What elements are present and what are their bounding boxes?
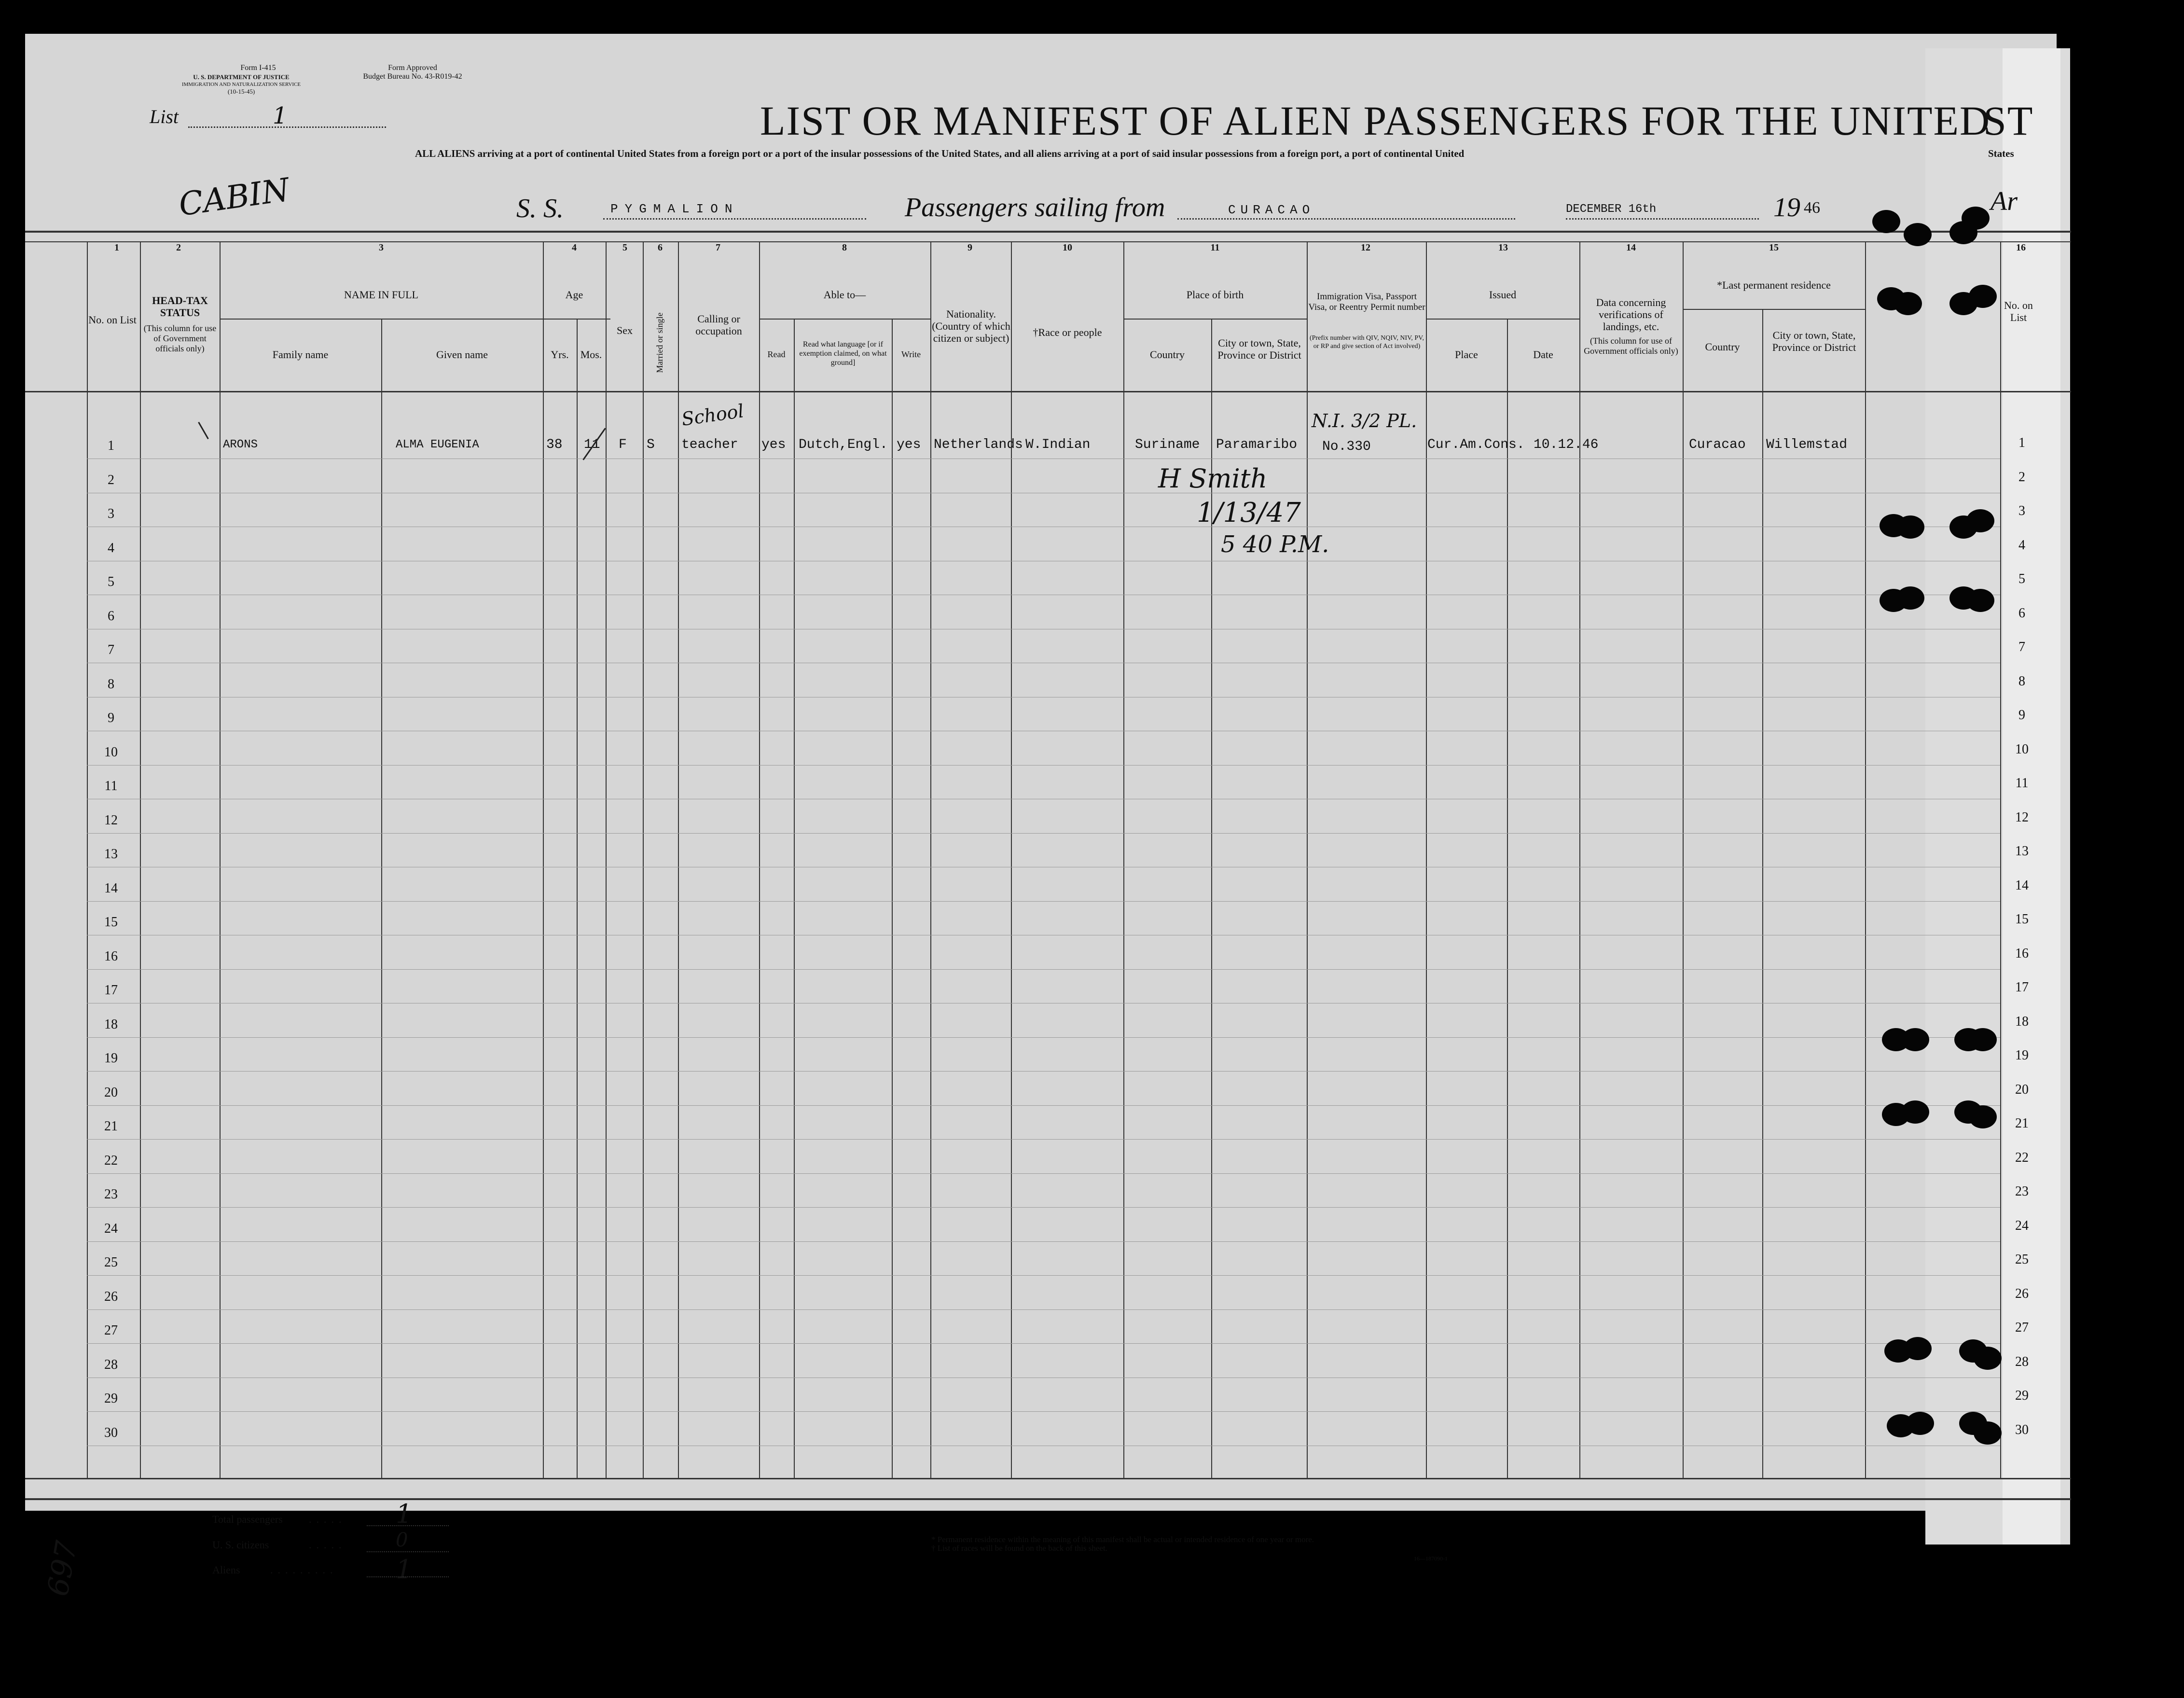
list-number: 1 xyxy=(273,102,288,129)
cabin-annotation: CABIN xyxy=(176,171,292,223)
footnote-races: † List of races will be found on the back of this sheet. xyxy=(931,1544,1107,1553)
table-top-border xyxy=(25,231,2071,233)
entry-residence-city: Willemstad xyxy=(1766,437,1848,452)
row-rule xyxy=(87,1275,2000,1276)
row-number-right: 6 xyxy=(2018,605,2025,621)
ship-name: PYGMALION xyxy=(610,202,739,216)
header-read: Read xyxy=(767,349,786,359)
header-yrs: Yrs. xyxy=(551,348,569,361)
row-number-right: 1 xyxy=(2018,435,2025,450)
header-age: Age xyxy=(565,289,583,301)
header-place: Place xyxy=(1455,348,1478,361)
header-bottom-line xyxy=(25,391,2071,392)
col-number: 8 xyxy=(842,242,847,253)
header-given-name: Given name xyxy=(436,348,488,361)
col-number: 6 xyxy=(658,242,663,253)
row-rule xyxy=(87,1037,2000,1038)
row-number: 18 xyxy=(104,1016,118,1032)
row-rule xyxy=(87,1071,2000,1072)
row-number: 13 xyxy=(104,847,118,862)
punch-hole xyxy=(1901,1100,1929,1124)
row-number-right: 7 xyxy=(2018,640,2025,654)
punch-hole xyxy=(1966,509,1994,532)
punch-hole xyxy=(1966,589,1994,612)
col-number: 15 xyxy=(1769,242,1779,253)
us-dots: ..... xyxy=(309,1539,346,1551)
row-number: 19 xyxy=(104,1051,118,1066)
entry-visa-number: No.330 xyxy=(1322,439,1371,454)
header-no-on-list-right: No. on List xyxy=(2004,299,2033,323)
row-number-right: 14 xyxy=(2015,877,2029,893)
col-number: 12 xyxy=(1361,242,1370,253)
entry-occupation-handwritten: School xyxy=(680,400,746,430)
entry-sex: F xyxy=(619,437,627,452)
aliens-value: 1 xyxy=(396,1554,413,1585)
row-number: 5 xyxy=(108,574,114,589)
col-line xyxy=(1579,241,1580,1478)
total-passengers-value: 1 xyxy=(396,1499,413,1529)
aliens-dots: ......... xyxy=(270,1564,338,1576)
entry-write: yes xyxy=(897,437,921,452)
manifest-title: LIST OR MANIFEST OF ALIEN PASSENGERS FOR THE UNITED xyxy=(760,97,1991,144)
col-line xyxy=(930,241,931,1478)
header-race: †Race or people xyxy=(1033,326,1102,338)
row-number: 15 xyxy=(104,915,118,930)
inspector-signature: H Smith xyxy=(1158,463,1268,494)
col-number: 11 xyxy=(1210,242,1220,253)
row-rule xyxy=(87,1343,2000,1344)
row-rule xyxy=(87,1173,2000,1174)
form-approved: Form Approved xyxy=(388,64,437,72)
col-line xyxy=(1865,241,1866,1478)
row-number-right: 29 xyxy=(2015,1388,2029,1403)
header-write: Write xyxy=(901,349,921,359)
entry-birth-city: Paramaribo xyxy=(1216,437,1298,452)
col-number: 1 xyxy=(114,242,119,253)
header-place-of-birth: Place of birth xyxy=(1186,289,1244,301)
col-number: 10 xyxy=(1063,242,1072,253)
ship-line xyxy=(603,218,866,220)
department: U. S. DEPARTMENT OF JUSTICE xyxy=(193,73,290,81)
row-number: 16 xyxy=(104,948,118,964)
row-number-right: 20 xyxy=(2015,1082,2029,1097)
row-number: 14 xyxy=(104,880,118,896)
row-number: 9 xyxy=(108,710,114,725)
row-number-right: 5 xyxy=(2018,571,2025,586)
row-number: 22 xyxy=(104,1153,118,1168)
col-line xyxy=(543,241,544,1478)
entry-nationality: Netherlands xyxy=(934,437,1023,452)
us-citizens-label: U. S. citizens xyxy=(212,1539,269,1551)
row-number-right: 11 xyxy=(2015,776,2029,791)
header-visa-note: (Prefix number with QIV, NQIV, NIV, PV, or RP and give section of Act involved) xyxy=(1310,334,1424,350)
col-line xyxy=(759,241,760,1478)
manifest-subtitle: ALL ALIENS arriving at a port of continental United States from a foreign port or a port of the insular possessions of the United States, and all aliens arriving at a port of said insular possessions from a foreign port, a port of continental United xyxy=(415,148,1465,159)
aliens-label: Aliens xyxy=(212,1564,240,1576)
entry-occupation: teacher xyxy=(681,437,738,452)
total-passengers-label: Total passengers xyxy=(212,1513,283,1525)
col-number: 13 xyxy=(1498,242,1508,253)
header-head-tax: HEAD-TAX STATUS xyxy=(152,294,208,319)
total-dots: ..... xyxy=(309,1513,346,1525)
inspection-time: 5 40 P.M. xyxy=(1221,531,1329,558)
row-number-right: 21 xyxy=(2015,1116,2029,1131)
footnote-residence: * Permanent residence within the meaning of this manifest shall be actual or intended residence of one year or more. xyxy=(931,1535,1314,1544)
row-number-right: 2 xyxy=(2018,469,2025,485)
punch-hole xyxy=(1969,1105,1997,1128)
row-number: 4 xyxy=(108,540,114,556)
row-number: 21 xyxy=(104,1119,118,1134)
row-number-right: 18 xyxy=(2015,1014,2029,1029)
row-number: 12 xyxy=(104,812,118,828)
port-line xyxy=(1177,218,1515,220)
row-number-right: 13 xyxy=(2015,844,2029,859)
row-number: 7 xyxy=(108,642,114,657)
row-number-right: 12 xyxy=(2015,809,2029,825)
birth-sub-line xyxy=(1123,319,1307,320)
col-line xyxy=(1683,241,1684,1478)
budget-number: Budget Bureau No. 43-R019-42 xyxy=(363,72,462,81)
table-bottom-line xyxy=(25,1478,2071,1479)
col-line xyxy=(1011,241,1012,1478)
entry-age-years: 38 xyxy=(546,437,563,452)
year-suffix: 46 xyxy=(1804,199,1820,217)
col-number: 2 xyxy=(176,242,181,253)
issued-sub-line xyxy=(1426,319,1579,320)
margin-note: 697 xyxy=(41,1538,84,1599)
col-number: 14 xyxy=(1626,242,1636,253)
header-lr-city: City or town, State, Province or District xyxy=(1772,329,1856,353)
row-number-right: 4 xyxy=(2018,537,2025,553)
col-number: 4 xyxy=(572,242,577,253)
entry-read: yes xyxy=(761,437,786,452)
arriving-label: Ar xyxy=(1990,186,2018,216)
entry-race: W.Indian xyxy=(1025,437,1091,452)
year-prefix: 19 xyxy=(1773,193,1800,223)
punch-hole xyxy=(1901,1028,1929,1051)
row-number-right: 8 xyxy=(2018,673,2025,689)
col-line xyxy=(643,241,644,1478)
col-line xyxy=(140,241,141,1478)
row-number: 24 xyxy=(104,1221,118,1236)
header-name-in-full: NAME IN FULL xyxy=(344,289,418,301)
col-line xyxy=(2000,241,2001,1478)
col-number: 5 xyxy=(622,242,627,253)
inspection-date: 1/13/47 xyxy=(1197,497,1301,529)
punch-hole xyxy=(1904,1337,1932,1360)
row-number: 8 xyxy=(108,676,114,692)
row-number: 28 xyxy=(104,1357,118,1372)
punch-hole xyxy=(1974,1347,2002,1370)
header-head-tax-note: (This column for use of Government officials only) xyxy=(143,323,217,353)
residence-sub-line xyxy=(1683,309,1865,310)
header-last-residence: *Last permanent residence xyxy=(1717,279,1831,291)
col-line xyxy=(1307,241,1308,1478)
row-rule xyxy=(87,969,2000,970)
entry-birth-country: Suriname xyxy=(1135,437,1200,452)
row-number: 29 xyxy=(104,1391,118,1406)
row-number-right: 10 xyxy=(2015,741,2029,757)
header-calling: Calling or occupation xyxy=(695,313,742,337)
row-number: 26 xyxy=(104,1289,118,1304)
row-rule xyxy=(87,1139,2000,1140)
header-country: Country xyxy=(1149,348,1185,361)
row-number-right: 9 xyxy=(2018,708,2025,723)
col-line xyxy=(1762,309,1763,1478)
row-number: 3 xyxy=(108,506,114,521)
header-lr-country: Country xyxy=(1705,341,1740,353)
row-number-right: 22 xyxy=(2015,1150,2029,1165)
row-number: 25 xyxy=(104,1255,118,1270)
punch-hole xyxy=(1894,292,1922,315)
header-sex: Sex xyxy=(617,324,633,336)
row-rule xyxy=(87,1105,2000,1106)
row-rule xyxy=(87,901,2000,902)
manifest-title-continued: ST xyxy=(1983,97,2034,144)
row-rule xyxy=(87,1207,2000,1208)
header-visa: Immigration Visa, Passport Visa, or Reentry Permit number xyxy=(1308,292,1425,312)
manifest-subtitle-continued: States xyxy=(1988,148,2014,159)
col-number: 7 xyxy=(716,242,720,253)
row-number-right: 23 xyxy=(2015,1184,2029,1199)
header-date: Date xyxy=(1533,348,1553,361)
punch-hole xyxy=(1872,210,1900,233)
col-line xyxy=(1426,241,1427,1478)
row-number-right: 15 xyxy=(2015,912,2029,927)
row-number-right: 25 xyxy=(2015,1252,2029,1267)
header-nationality: Nationality. (Country of which citizen or subject) xyxy=(932,308,1010,344)
row-number-right: 24 xyxy=(2015,1218,2029,1233)
punch-hole xyxy=(1906,1412,1934,1435)
punch-hole xyxy=(1896,586,1924,610)
header-family-name: Family name xyxy=(272,348,329,361)
sailing-label: Passengers sailing from xyxy=(905,193,1165,223)
col-number: 9 xyxy=(968,242,972,253)
row-rule xyxy=(87,1411,2000,1412)
row-number: 17 xyxy=(104,983,118,998)
table-bottom-border xyxy=(25,1498,2071,1500)
row-number: 6 xyxy=(108,608,114,624)
us-citizens-value: 0 xyxy=(396,1529,408,1551)
punch-hole xyxy=(1896,515,1924,539)
row-number-right: 16 xyxy=(2015,946,2029,961)
row-number: 10 xyxy=(104,744,118,760)
row-number-right: 30 xyxy=(2015,1422,2029,1437)
list-label: List xyxy=(150,106,179,127)
col-line xyxy=(678,241,679,1478)
header-read-language: Read what language [or if exemption claimed, on what ground] xyxy=(799,340,887,367)
row-number: 27 xyxy=(104,1323,118,1338)
entry-language: Dutch,Engl. xyxy=(799,437,888,452)
aliens-line xyxy=(367,1576,449,1577)
entry-issued-place: Cur.Am.Cons. xyxy=(1427,437,1525,452)
entry-issued-date: 10.12.46 xyxy=(1534,437,1599,452)
entry-age-months: 11 xyxy=(584,437,600,452)
punch-hole xyxy=(1962,207,1990,230)
col-line xyxy=(606,241,607,1478)
header-data-note: (This column for use of Government officials only) xyxy=(1584,336,1678,356)
service: IMMIGRATION AND NATURALIZATION SERVICE xyxy=(181,82,301,87)
sailing-date: DECEMBER 16th xyxy=(1566,203,1657,216)
row-number-right: 3 xyxy=(2018,503,2025,518)
header-married: Married or single xyxy=(655,312,664,373)
able-sub-line xyxy=(759,319,930,320)
port-name: CURACAO xyxy=(1228,203,1315,217)
us-line xyxy=(367,1551,449,1552)
date-code: (10-15-45) xyxy=(227,88,255,95)
row-rule xyxy=(87,1309,2000,1310)
punch-hole xyxy=(1974,1421,2002,1445)
row-number: 1 xyxy=(108,438,114,453)
row-number-right: 27 xyxy=(2015,1320,2029,1335)
row-number: 11 xyxy=(104,779,118,793)
row-number: 23 xyxy=(104,1187,118,1202)
header-city: City or town, State, Province or District xyxy=(1217,337,1301,361)
row-number-right: 17 xyxy=(2015,980,2029,995)
punch-hole xyxy=(1969,285,1997,308)
date-line xyxy=(1566,218,1759,220)
col-line xyxy=(87,241,88,1478)
header-mos: Mos. xyxy=(580,348,602,361)
col-number: 16 xyxy=(2016,242,2026,253)
row-rule xyxy=(87,833,2000,834)
row-number-right: 28 xyxy=(2015,1354,2029,1369)
col-line xyxy=(1123,241,1124,1478)
entry-family-name: ARONS xyxy=(223,438,258,451)
footnote-code: 16—187090-1 xyxy=(1414,1555,1448,1562)
header-issued: Issued xyxy=(1489,289,1517,301)
row-number-right: 26 xyxy=(2015,1286,2029,1301)
header-able-to: Able to— xyxy=(823,289,866,301)
row-rule xyxy=(87,1241,2000,1242)
header-no-on-list: No. on List xyxy=(88,314,137,326)
age-sub-line xyxy=(543,319,606,320)
ss-label: S. S. xyxy=(516,194,564,223)
row-number-right: 19 xyxy=(2015,1048,2029,1063)
entry-marital: S xyxy=(647,437,655,452)
form-number: Form I-415 xyxy=(240,64,276,72)
row-number: 30 xyxy=(104,1425,118,1440)
row-number: 2 xyxy=(108,472,114,487)
total-line xyxy=(367,1525,449,1526)
entry-residence-country: Curacao xyxy=(1689,437,1746,452)
punch-hole xyxy=(1969,1028,1997,1051)
col-line xyxy=(220,241,221,1478)
header-data-concerning: Data concerning verifications of landings, etc. xyxy=(1596,296,1666,333)
row-number: 20 xyxy=(104,1085,118,1100)
manifest-sheet xyxy=(25,34,2057,1511)
entry-given-name: ALMA EUGENIA xyxy=(396,438,479,451)
entry-visa-handwritten: N.I. 3/2 PL. xyxy=(1312,410,1417,431)
punch-hole xyxy=(1904,223,1932,246)
col-number: 3 xyxy=(379,242,384,253)
